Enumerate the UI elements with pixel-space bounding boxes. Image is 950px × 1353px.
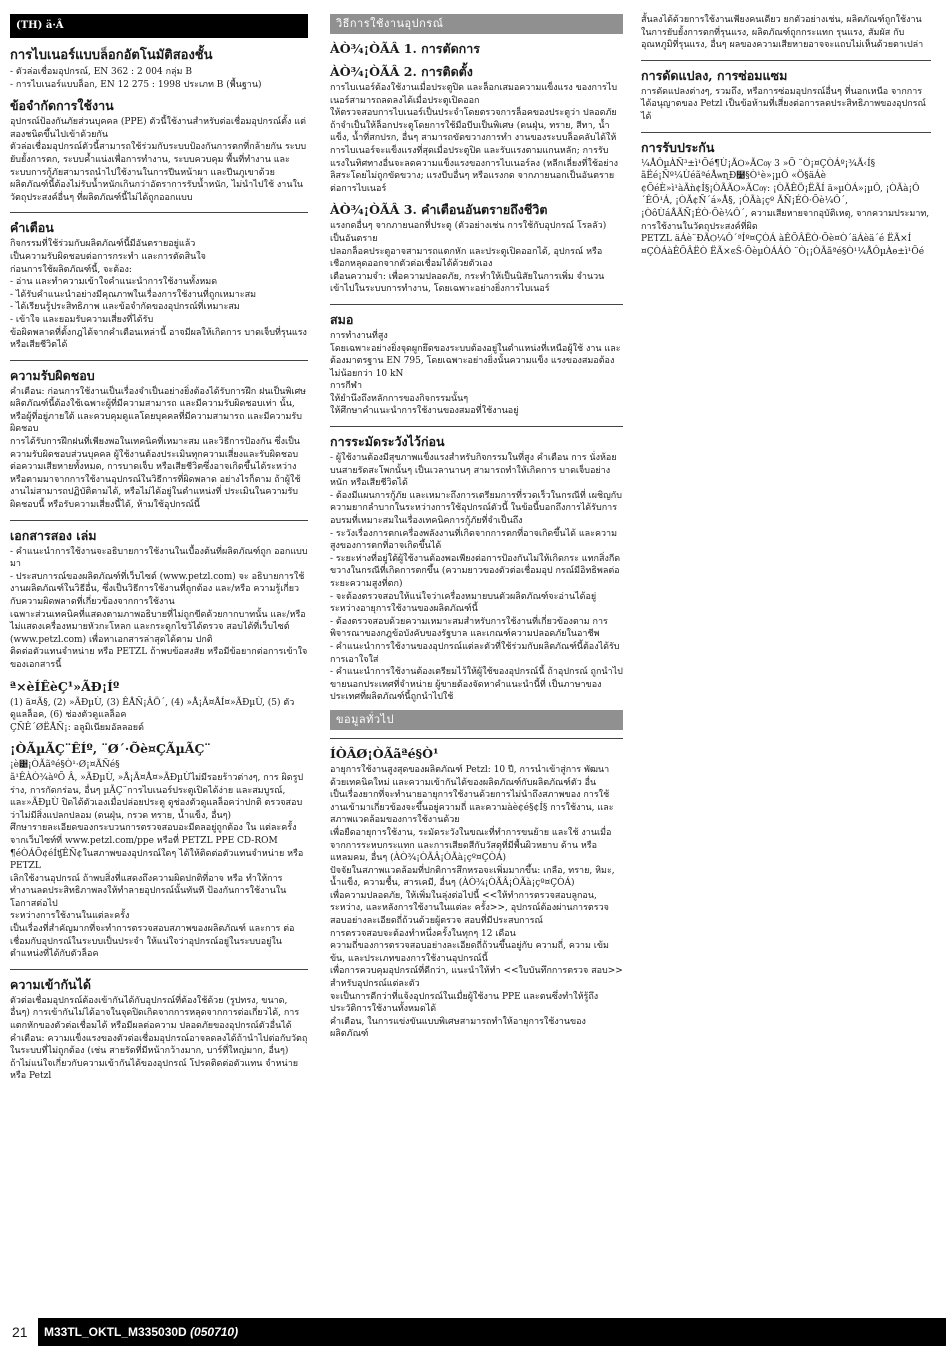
doc-section: [330, 41, 623, 57]
section-heading: ข้อจำกัดการใช้งาน: [10, 98, 114, 114]
section-heading: สมอ: [330, 311, 354, 327]
doc-section: [641, 132, 931, 259]
section-heading: ÀÒ¾¡ÒÃÂ 2. การติดตั้ง: [330, 64, 473, 79]
doc-date: (050710): [190, 1325, 239, 1339]
doc-section: [330, 738, 623, 1041]
column-left-body: [10, 48, 308, 1083]
column-right-body: [641, 14, 931, 258]
doc-section: [330, 64, 623, 195]
section-band-general-info: ขอมูลทั่วไป: [330, 710, 623, 730]
section-paragraph: อายุการใช้งานสูงสุดของผลิตภัณฑ์ Petzl: 10 ปี, การนำเข้าสู่การ พัฒนาด้วยเทคนิคใหม่ และความเข้ากันได้ของผลิตภัณฑ์กับผลิตภัณฑ์ตัว อื่น เป็นเรื่องยากที่จะทำนายอายุการใช้งานด้วยการไม่นำถึงสภาพของ การใช้งานเข้ามาเกี่ยวข้องจะขึ้นอยู่ความถี่ และความàè¢é§¢Í§ การใช้งาน, และสภาพแวดล้อมของการใช้งานด้วย เพื่อยืดอายุการใช้งาน, ระมัดระวังในขณะที่ทำการขนย้าย และใช้ งานเมื่อจากการระหบกระแทก และการเสียดสีกับวัสดุที่มีพื้นผิวหยาบ ด้าน หรือแหลมคม, อื่นๆ (ÀÒ¾¡ÒÃÂ¡ÒÃà¡çº¤ÇÒÁ) ปัจจัยในสภาพแวดล้อมที่ปกติการสึกหรอจะเพิ่มมากขึ้น: เกลือ, ทราย, หิมะ, น้ำแข็ง, ความชื้น, สารเคมี, อื่นๆ (ÀÒ¾¡ÒÃÂ¡ÒÃà¡çº¤ÇÒÁ) เพื่อความปลอดภัย, ให้เพิ่มในลุ่งต่อไปนี้ <<ให้ทำการตรวจสอบลูกอน, ระหว่าง, และหลังการใช้งานในแต่ละ ครั้ง>>, อุปกรณ์ต้องผ่านการตรวจสอบอย่างละเอียดถี่ถ้วนด้วยผู้ตรวจ สอบที่มีประสบการณ์ การตรวจสอบจะต้องทำหนึ่งครั้งในทุกๆ 12 เดือน ความถี่ของการตรวจสอบอย่างละเอียดถี่ถ้วนขึ้นอยู่กับ ความถี่, ความ เข้มข้น, และประเภทของการใช้งานอุปกรณ์นี้ เพื่อการควบคุมอุปกรณ์ที่ดีกว่า, แนะนำให้ทำ <<ใบบันทึกการตรวจ สอบ>> สำหรับอุปกรณ์แต่ละตัว จะเป็นการดีกว่าที่แจ้งอุปกรณ์ในเมื่ยผู้ใช้งาน PPE และตนซึ่งทำให้รู้ถึงประวัติการใช้งานทั้งหมดได้ คำเตือน, ในการแข่งขันแบบพิเศษสามารถทำให้อายุการใช้งานของ ผลิตภัณฑ์: [330, 764, 623, 1040]
section-divider: [10, 360, 308, 361]
section-band-usage: วิธีการใช้งานอุปกรณ์: [330, 14, 623, 34]
doc-section: [330, 304, 623, 418]
doc-section: [10, 741, 308, 961]
section-paragraph: คำเตือน: ก่อนการใช้งานเป็นเรื่องจำเป็นอย่างยิ่งต้องได้รับการฝึก ฝนเป็นพิเศษผลิตภัณฑ์นี้ต้องใช้เฉพาะผู้ที่มีความสามารถ และมีความรับผิดชอบเท่า นั้น, หรือผู้ที่อยู่ภายใต้ และควบคุมดูแลโดยบุคคลที่มีความสามารถ และมีความรับผิดชอบ การได้รับการฝึกฝนที่เพียงพอในเทคนิคที่เหมาะสม และวิธีการป้องกัน ซึ่งเป็นความรับผิดชอบส่วนบุคคล ผู้ใช้งานต้องประเมินทุกความเสี่ยงและรับผิดชอบต่อความเสียหายทั้งหมด, การบาดเจ็บ หรือเสียชีวิตซึ่งอาจเกิดขึ้นได้ระหว่าง หรือตามมาจากการใช้งานอุปกรณ์ในวิธีการที่ผิดพลาด อย่างไรก็ตาม ถ้าผู้ใช้งานไม่สามารถปฏิบัติตามได้, หรือไม่ได้อยู่ในตำแหน่งที่ ประเมินในความรับผิดชอบนี้ หรือรับความเสี่ยงนี้ได้, ห้ามใช้อุปกรณ์นี้: [10, 386, 307, 511]
section-heading: การระมัดระวังไว้ก่อน: [330, 434, 445, 450]
section-paragraph: - ตัวล่อเชื่อมอุปกรณ์, EN 362 : 2 004 กลุ่ม B - การไบเนอร์แบบล็อก, EN 12 275 : 1998 ประเภท B (พื้นฐาน): [10, 67, 262, 90]
section-paragraph: (1) ä¤Ã§, (2) »ÃÐµÙ, (3) ÊÅÑ¡ÂÖ´, (4) »Å¡Ã¤ÅÍ¤»ÃÐµÙ, (5) ตัวดูแลล็อค, (6) ช่องตัวดูแลล็อค ÇÑÊ´ØËÅÑ¡: อลูมิเนียมอัลลอยด์: [10, 697, 295, 733]
section-heading: ÍÒÂØ¡ÒÃãªé§Ò¹: [330, 745, 439, 761]
section-divider: [641, 60, 931, 61]
column-right: [641, 14, 931, 258]
section-divider: [330, 738, 623, 739]
section-paragraph: การทำงานที่สูง โดยเฉพาะอย่างยิ่งจุดผูกยึดของระบบต้องอยู่ในตำแหน่งที่เหนือผู้ใช้ งาน และต้องมาตรฐาน EN 795, โดยเฉพาะอย่างยิ่งนั้นความแข็ง แรงของสมอต้องไม่น้อยกว่า 10 kN การกีฬา ให้ยำนึงถึงหลักการของกิจกรรมนั้นๆ ให้ศึกษาคำแนะนำการใช้งานของสมอที่ใช้งานอยู่: [330, 330, 621, 417]
section-paragraph: - ผู้ใช้งานต้องมีสุขภาพแข็งแรงสำหรับกิจกรรมในที่สูง คำเตือน การ นั่งห้อยบนสายรัดสะโพกนั้นๆ เป็นเวลานานๆ สามารถทำให้เกิดการ บาดเจ็บอย่างหนัก หรือเสียชีวิตได้ - ต้องมีแผนการกู้ภัย และเหมาะถึงการเตรียมการที่รวดเร็วในกรณีที่ เผชิญกับความยากลำบากในระหว่างการใช้อุปกรณ์ตัวนี้ ในข้อนี้บอกถึงการได้รับการอบรมที่เหมาะสมในเรื่องเทคนิคการกู้ภัยที่จำเป็นถึง - ระวังเรื่องการตกเครื่องพลังงานที่เกิดจากการตกที่อาจเกิดขึ้นได้ และความสูงของการตกที่อาจเกิดขึ้นได้ - ระยะห่างที่อยู่ใต้ผู้ใช้งานต้องพอเพียงต่อการป้องกันไม่ให้เกิดกระ แทกสิ่งกีดขวางในกรณีที่เกิดการตกขึ้น (ความยาวของตัวต่อเชื่อมอุป กรณ์มีอิทธิพลต่อระยะความสูงที่ตก) - จะต้องตรวจสอบให้แน่ใจว่าเครื่องหมายบนตัวผลิตภัณฑ์จะอ่านได้อยู่ ระหว่างอายุการใช้งานของผลิตภัณฑ์นี้ - ต้องตรวจสอบด้วยความเหมาะสมสำหรับการใช้งานที่เกี่ยวข้องตาม การพิจารณาของกฎข้อบังคับของรัฐบาล และเกณฑ์ความปลอดภัยในอาชีพ - คำแนะนำการใช้งานของอุปกรณ์แต่ละตัวที่ใช้ร่วมกับผลิตภัณฑ์นี้ต้องได้รับการเอาใจใส่ - คำแนะนำการใช้งานต้องเตรียมไว้ให้ผู้ใช้ของอุปกรณ์นี้ ถ้าอุปกรณ์ ถูกนำไปขายนอกประเทศที่จำหน่าย ผู้ขายต้องจัดหาคำแนะนำนี้ที่ เป็นภาษาของประเทศที่ผลิตภัณฑ์นี้ถูกนำไปใช้: [330, 453, 623, 703]
doc-section: [10, 48, 308, 91]
section-paragraph: แรงกดอื่นๆ จากภายนอกที่ประตู (ตัวอย่างเช่น การใช้กับอุปกรณ์ โรลลัว) เป็นอันตราย ปลอกล็อคประตูอาจสามารถแตกหัก และประตูเปิดออกได้, อุปกรณ์ หรือ เชือกหลุดออกจากตัวต่อเชื่อมได้ด้วยตัวเอง เตือนความจำ: เพื่อความปลอดภัย, กระทำให้เป็นนิสัยในการเพิ่ม จำนวนเข้าไปในระบบการทำงาน, โดยเฉพาะอย่างยิ่งการไบเนอร์: [330, 221, 607, 295]
section-divider: [10, 969, 308, 970]
doc-section: [330, 202, 623, 296]
column-middle-body: [330, 41, 623, 704]
column-left: [10, 14, 308, 1083]
section-paragraph: ตัวต่อเชื่อมอุปกรณ์ต้องเข้ากันได้กับอุปกรณ์ที่ต้องใช้ด้วย (รูปทรง, ขนาด, อื่นๆ) การเข้ากันไม่ได้อาจในจุดปิดเกิดจากการหลุดจากการต่อเกี่ยวได้, การแตกหักของตัวต่อเชื่อมได้ หรือมีผลต่อความ ปลอดภัยของอุปกรณ์ตัวอื่นได้ คำเตือน: ความแข็งแรงของตัวต่อเชื่อมอุปกรณ์อาจลดลงได้ถ้านำไปต่อกับวัตถุในระบบที่ไม่ถูกต้อง (เช่น สายรัดที่มีหน้ากว้างมาก, บาร์ที่ใหญ่มาก, อื่นๆ) ถ้าไม่แน่ใจเกี่ยวกับความเข้ากันได้ของอุปกรณ์ โปรดติดต่อตัวแทน จำหน่าย หรือ Petzl: [10, 995, 308, 1082]
section-heading: ÀÒ¾¡ÒÃÂ 1. การตัดการ: [330, 41, 480, 56]
section-heading: ความเข้ากันได้: [10, 976, 91, 992]
doc-section: [641, 14, 931, 52]
section-heading: การไบเนอร์แบบล็อกอัตโนมัติสองชั้น: [10, 48, 213, 63]
section-divider: [10, 212, 308, 213]
doc-code: M33TL_OKTL_M335030D: [44, 1325, 187, 1339]
language-tab: (TH) ä·Â: [10, 14, 308, 38]
footer-bar: [38, 1318, 946, 1346]
section-divider: [641, 132, 931, 133]
section-heading: ¡ÒÃµÃÇ¨ÊÍº, ¨Ø´·Õè¤ÇÃµÃÇ¨: [10, 741, 211, 757]
section-heading: คำเตือน: [10, 220, 54, 236]
doc-section: [10, 360, 308, 512]
doc-section: [10, 212, 308, 351]
section-paragraph: สั้นลงได้ด้วยการใช้งานเพียงคนเดียว ยกตัวอย่างเช่น, ผลิตภัณฑ์ถูกใช้งานในการยับยั้งการตกที่รุนแรง, ผลิตภัณฑ์ถูกกระแทก รุนแรง, สัมผัส กับอุณหภูมิที่รุนแรง, อื่นๆ ผลของความเสียหายอาจจะแถบไม่เห็นด้วยตาเปล่า: [641, 15, 924, 51]
page-number: 21: [12, 1324, 28, 1340]
doc-section: [10, 679, 308, 735]
section-divider: [330, 426, 623, 427]
section-paragraph: อุปกรณ์ป้องกันภัยส่วนบุคคล (PPE) ตัวนี้ใช้งานสำหรับต่อเชื่อมอุปกรณ์ตั้ง แต่สองชนิดขึ้นไปเข้าด้วยกัน ตัวล่อเชื่อมอุปกรณ์ตัวนี้สามารถใช้ร่วมกับระบบป้องกันการตกที่กล้ายกัน ระบบยับยั้งการตก, ระบบค้ำแน่งเพื่อการทำงาน, ระบบควบคุม พื้นที่ทำงาน และระบบการกู้ภัยสามารถนำไปใช้งานในการปีนหน้าผา และปีนภูเขาด้วย ผลิตภัณฑ์นี้ต้องไม่รับน้ำหนักเกินกว่าอัตราการรับน้ำหนัก, ไม่นำไปใช้ งานในวัตถุประสงค์อื่นๆ ที่ผลิตภัณฑ์นี้ไม่ได้ถูกออกแบบ: [10, 117, 307, 203]
column-middle-body-2: [330, 738, 623, 1041]
section-paragraph: ¡è͹¡ÒÃãªé§Ò¹·Ø¡¤ÃÑé§ ã¹ÊÀÒ¾àºÕ Â, »ÃÐµÙ, »Å¡Ã¤Å¤»ÃÐµÙไม่มีรอยร้าวต่างๆ, การ ผิดรูปร่าง, การกัดกร่อน, อื่นๆ µÃÇ¨การไบเนอร์ประตูเปิดได้ง่าย และสมบูรณ์, และ»ÃÐµÙ ปิดได้ตัวเองเมื่อปล่อยประตู ดูช่องตัวดูแลล็อคว่าปกติ ตรวจสอบว่าไม่มีสิ่งแปลกปลอม (ดนฝุ่น, กรวด ทราย, น้ำแข็ง, อื่นๆ) ศึกษารายละเอียดของกระบวนการตรวจสอบอะมีตลอยู่ถูกต้อง ใน แต่ละครั้ง จากเว็บไซท์ที่ www.petzl.com/ppe หรือที่ PETZL PPE CD-ROM ¶éÒÁÕ¢éÍʧÊÑ¢ในสภาพของอุปกรณ์ใดๆ ได้ให้ติดต่อตัวแทนจำหน่าย หรือ PETZL เลิกใช้งานอุปกรณ์ ถ้าพบสิ่งที่แสดงถึงความผิดปกติที่อาจ หรือ ทำให้การทำงานลดประสิทธิภาพลงให้ทำลายอุปกรณ์นั้นทันที ป้องกันการใช้งานในโอกาสต่อไป ระหว่างการใช้งานในแต่ละครั้ง เป็นเรื่องที่สำคัญมากที่จะทำการตรวจสอบสภาพของผลิตภัณฑ์ และการ ต่อเชื่อมกับอุปกรณ์ในระบบเป็นประจำ ให้แน่ใจว่าอุปกรณ์อยู่ในระบบอยู่ในตำแหน่งที่ได้กับตัวล็อค: [10, 760, 304, 960]
doc-section: [330, 426, 623, 704]
section-heading: ÀÒ¾¡ÒÃÂ 3. คำเตือนอันตรายถึงชีวิต: [330, 202, 548, 218]
section-divider: [10, 520, 308, 521]
section-paragraph: การไบเนอร์ต้องใช้งานเมื่อประตูปิด และล็อกเสมอความแข็งแรง ของการไบเนอร์สามารถลดลงได้เมื่อประตูเปิดออก ให้ตรวจสอบการไบเนอร์เป็นประจำโดยตรวจการล็อคของประตูว่า ปลอดภัยถ้าจำเป็นให้ล็อกประตูโดยการใช้มือบีบเป็นพิเศษ (ดนฝุ่น, ทราย, สีทา, น้ำแข็ง, น้ำที่สกปรก, อื่นๆ สามารถขัดขวางการทำ งานของระบบล็อคลับได้ให้การไบเนอร์จะแข็งแรงที่สุดเมื่อประตูปิด และรับแรงตามแกนหลัก; การรับแรงในทิศทางอื่นจะลดความแข็งแรงของการไบเนอร์ลง (หลีกเลี่ยงที่ใช้อย่างลิสระโดยไม่ถูกขัดขวาง; แรงบีบอื่นๆ หรือแรงกด จากภายนอกเป็นอันตรายต่อการไบเนอร์: [330, 83, 619, 194]
page-footer: [10, 1318, 940, 1346]
doc-section: [10, 969, 308, 1083]
section-paragraph: - คำแนะนำการใช้งานจะอธิบายการใช้งานในเบื้องต้นที่ผลิตภัณฑ์ถูก ออกแบบมา - ประสบการณ์ของผลิตภัณฑ์ที่เว็บไซต์ (www.petzl.com) จะ อธิบายการใช้งานผลิตภัณฑ์ในวิธีอื่น, ซึ่งเป็นวิธีการใช้งานที่ถูกต้อง และ/หรือ ความรู้เกี่ยวกับความผิดพลาดที่เกี่ยวข้องจากการใช้งาน เฉพาะส่วนเทคนิคที่แสดงตามภาพอธิบายที่ไม่ถูกขีดด้วยกากบาทนั้น และ/หรือ ไม่แสดงเครื่องหมายหัวกะโหลก และกระดูกไขว้ได้ตรวจ สอบได้ที่เว็บไซต์ (www.petzl.com) เพื่อหาเอกสารล่าสุดได้ตาม ปกติ ติดต่อตัวแทนจำหน่าย หรือ PETZL ถ้าพบข้อสงสัย หรือมีข้อยากต่อการเข้าใจของเอกสารนี้: [10, 546, 308, 670]
section-heading: การรับประกัน: [641, 139, 715, 155]
section-paragraph: กิจกรรมที่ใช้ร่วมกับผลิตภัณฑ์นี้มีอันตรายอยู่แล้ว เป็นความรับผิดชอบต่อการกระทำ และการตัดสินใจ ก่อนการใช้ผลิตภัณฑ์นี้, จะต้อง: - อ่าน และทำความเข้าใจคำแนะนำการใช้งานทั้งหมด - ได้รับคำแนะนำอย่างมีคุณภาพในเรื่องการใช้งานที่ถูกเหมาะสม - ได้เรียนรู้ประสิทธิภาพ และข้อจำกัดของอุปกรณ์ที่เหมาะสม - เข้าใจ และยอมรับความเสี่ยงที่ได้รับ ข้อผิดพลาดที่ตั้งกฎได้จากคำเตือนเหล่านี้ อาจมีผลให้เกิดการ บาดเจ็บที่รุนแรงหรือเสียชีวิตได้: [10, 239, 307, 351]
section-paragraph: การดัดแปลงต่างๆ, รวมถึง, หรือการซ่อมอุปกรณ์อื่นๆ ที่นอกเหนือ จากการได้อนุญาตของ Petzl เป็นข้อห้ามที่เสี่ยงต่อการลดประสิทธิภาพของอุปกรณ์ได้: [641, 86, 926, 122]
section-heading: ความรับผิดชอบ: [10, 367, 95, 383]
doc-section: [641, 60, 931, 124]
section-heading: เอกสารสอง เล่ม: [10, 527, 97, 543]
doc-section: [10, 98, 308, 204]
doc-section: [10, 520, 308, 672]
section-heading: การดัดแปลง, การซ่อมแซม: [641, 67, 788, 83]
section-divider: [330, 304, 623, 305]
section-heading: ª×èÍÊèÇ¹»ÃÐ¡Íº: [10, 678, 120, 694]
section-paragraph: ¼ÅÔµÀÑ³±ì¹Õé¶Ù¡ÃѺ»ÃСѹ 3 »Õ ¨Ò¡¤ÇÒÁº¡¾Ã‹Í§ ãËé¡Ñº¼ÙéãªéÅѡɳÐ໹§Ò¹è»¡µÔ «Ö§äÁè ¢ÕéÈ»ì¹àÃǹ¢Í§¡ÒÃÃѺ»ÃСѹ: ¡ÒÃÊÖ¡ËÃÍ ä»µÒÁ»¡µÔ, ¡ÒÃà¡Ô´ÊÕ¹Á, ¡ÒÃ¢Ñ´á»Å§, ¡ÒÃà¡çº ÃÑ¡ÉÒ·Õè¼Ô´, ¡ÒôÙáÅÃÑ¡ÉÒ·Õè¼Ô´, ความเสียหายจากอุบัติเหตุ, จากความประมาท, การใช้งานในวัตถุประสงค์ที่ผิด PETZL äÁè¨ÐÃѺ¼Ô´ªÍº¤ÇÒÁ àÊÕÂËÒ·Õè¤Ò´äÁèä´é ËÃ×Í ¤ÇÒÁàÊÕÂËÒ ËÃ×ͼŠ·ÕèµÒÁÁÒ ¨Ò¡¡ÒÃãªé§Ò¹¼ÅÔµÀѳ±ì¹Õé: [641, 158, 930, 257]
column-middle: [330, 14, 623, 1041]
